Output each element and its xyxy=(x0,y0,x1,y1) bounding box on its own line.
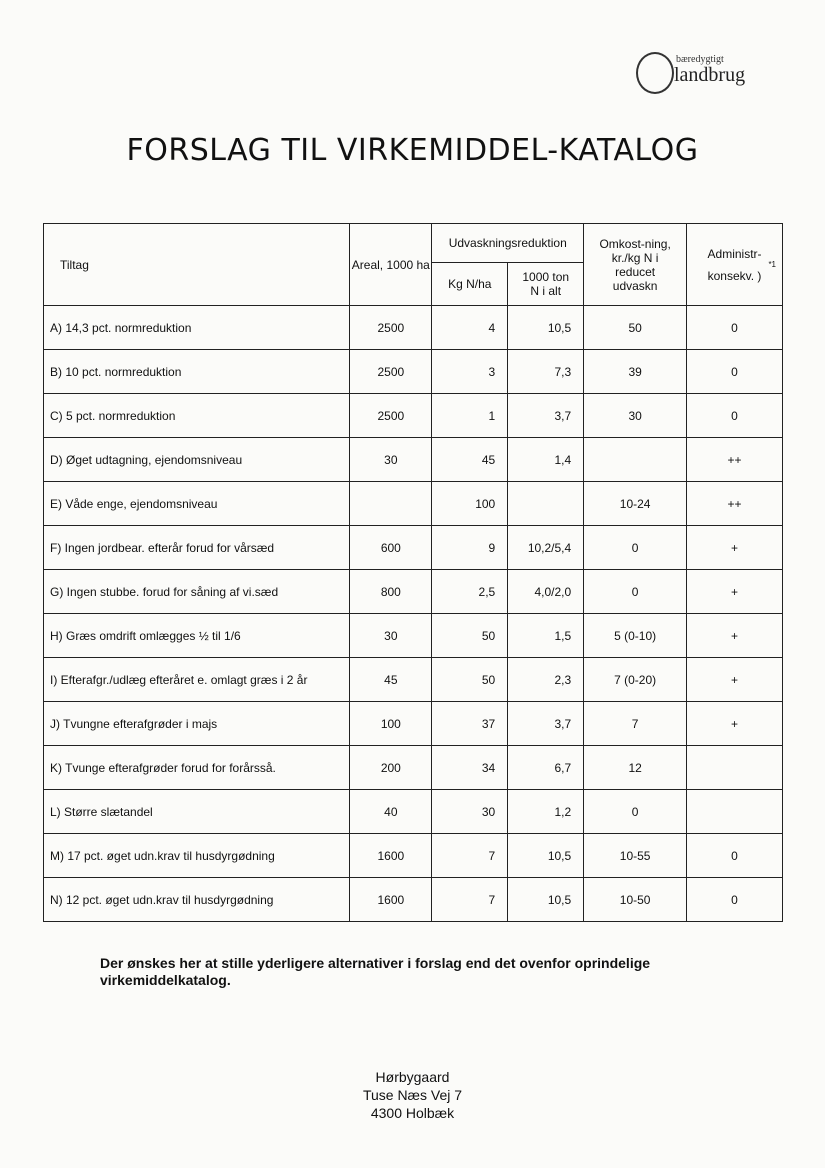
cell-ton: 3,7 xyxy=(508,394,584,438)
header-areal: Areal, 1000 ha xyxy=(350,224,432,306)
cell-areal: 200 xyxy=(350,746,432,790)
cell-administration: ++ xyxy=(687,482,783,526)
cell-areal: 600 xyxy=(350,526,432,570)
cell-administration: + xyxy=(687,570,783,614)
cell-ton: 4,0/2,0 xyxy=(508,570,584,614)
cell-kg: 2,5 xyxy=(432,570,508,614)
header-tiltag: Tiltag xyxy=(44,224,350,306)
cell-omkostning: 10-24 xyxy=(584,482,687,526)
cell-tiltag: M) 17 pct. øget udn.krav til husdyrgødning xyxy=(44,834,350,878)
cell-tiltag: N) 12 pct. øget udn.krav til husdyrgødning xyxy=(44,878,350,922)
table-row xyxy=(44,834,783,878)
cell-administration: 0 xyxy=(687,878,783,922)
table-row xyxy=(44,702,783,746)
page-title: FORSLAG TIL VIRKEMIDDEL-KATALOG xyxy=(126,133,699,168)
cell-administration xyxy=(687,790,783,834)
logo-ring-icon xyxy=(636,52,674,94)
header-udvask: Udvaskningsreduktion xyxy=(432,224,584,263)
cell-kg: 4 xyxy=(432,306,508,350)
cell-areal: 2500 xyxy=(350,350,432,394)
cell-areal: 1600 xyxy=(350,878,432,922)
cell-administration: + xyxy=(687,702,783,746)
cell-kg: 45 xyxy=(432,438,508,482)
cell-tiltag: K) Tvunge efterafgrøder forud for forårsså. xyxy=(44,746,350,790)
table-row xyxy=(44,746,783,790)
cell-areal: 800 xyxy=(350,570,432,614)
note-text: Der ønskes her at stille yderligere alternativer i forslag end det ovenfor oprindelige virkemiddelkatalog. xyxy=(100,955,651,988)
header-kg: Kg N/ha xyxy=(432,263,508,306)
cell-administration: + xyxy=(687,614,783,658)
cell-administration: 0 xyxy=(687,834,783,878)
cell-kg: 9 xyxy=(432,526,508,570)
cell-areal: 1600 xyxy=(350,834,432,878)
cell-administration: 0 xyxy=(687,350,783,394)
cell-ton: 7,3 xyxy=(508,350,584,394)
cell-administration: 0 xyxy=(687,394,783,438)
cell-tiltag: F) Ingen jordbear. efterår forud for vårsæd xyxy=(44,526,350,570)
cell-kg: 50 xyxy=(432,658,508,702)
cell-kg: 7 xyxy=(432,834,508,878)
cell-ton: 1,5 xyxy=(508,614,584,658)
table-row xyxy=(44,790,783,834)
cell-omkostning: 0 xyxy=(584,526,687,570)
cell-tiltag: B) 10 pct. normreduktion xyxy=(44,350,350,394)
cell-areal: 2500 xyxy=(350,394,432,438)
cell-kg: 3 xyxy=(432,350,508,394)
cell-tiltag: L) Større slætandel xyxy=(44,790,350,834)
cell-tiltag: E) Våde enge, ejendomsniveau xyxy=(44,482,350,526)
cell-kg: 50 xyxy=(432,614,508,658)
table-row xyxy=(44,482,783,526)
table-row xyxy=(44,570,783,614)
table-row xyxy=(44,306,783,350)
cell-omkostning: 39 xyxy=(584,350,687,394)
cell-omkostning: 7 xyxy=(584,702,687,746)
table-row xyxy=(44,878,783,922)
address-line: 4300 Holbæk xyxy=(370,1105,455,1121)
cell-ton: 10,5 xyxy=(508,878,584,922)
cell-ton: 2,3 xyxy=(508,658,584,702)
cell-tiltag: G) Ingen stubbe. forud for såning af vi.sæd xyxy=(44,570,350,614)
cell-omkostning xyxy=(584,438,687,482)
cell-administration: 0 xyxy=(687,306,783,350)
cell-kg: 7 xyxy=(432,878,508,922)
cell-ton: 10,5 xyxy=(508,834,584,878)
cell-ton: 10,2/5,4 xyxy=(508,526,584,570)
table-row xyxy=(44,394,783,438)
table-row xyxy=(44,350,783,394)
cell-ton: 10,5 xyxy=(508,306,584,350)
cell-omkostning: 0 xyxy=(584,790,687,834)
cell-administration: ++ xyxy=(687,438,783,482)
cell-kg: 37 xyxy=(432,702,508,746)
cell-kg: 30 xyxy=(432,790,508,834)
cell-tiltag: D) Øget udtagning, ejendomsniveau xyxy=(44,438,350,482)
header-omkostning: Omkost-ning, kr./kg N i reducet udvaskn xyxy=(584,224,687,306)
cell-administration: + xyxy=(687,658,783,702)
cell-areal xyxy=(350,482,432,526)
cell-ton: 6,7 xyxy=(508,746,584,790)
cell-tiltag: J) Tvungne efterafgrøder i majs xyxy=(44,702,350,746)
cell-areal: 30 xyxy=(350,614,432,658)
cell-areal: 45 xyxy=(350,658,432,702)
header-ton: 1000 ton N i alt xyxy=(508,263,584,306)
cell-omkostning: 50 xyxy=(584,306,687,350)
table-row xyxy=(44,658,783,702)
cell-kg: 34 xyxy=(432,746,508,790)
cell-areal: 2500 xyxy=(350,306,432,350)
table-header-row xyxy=(44,224,783,263)
address-line: Hørbygaard xyxy=(375,1069,450,1085)
cell-administration xyxy=(687,746,783,790)
cell-areal: 100 xyxy=(350,702,432,746)
table-row xyxy=(44,438,783,482)
cell-kg: 100 xyxy=(432,482,508,526)
cell-ton xyxy=(508,482,584,526)
cell-omkostning: 10-55 xyxy=(584,834,687,878)
table-row xyxy=(44,614,783,658)
logo-big-text: landbrug xyxy=(674,64,746,86)
cell-tiltag: A) 14,3 pct. normreduktion xyxy=(44,306,350,350)
address-line: Tuse Næs Vej 7 xyxy=(362,1087,463,1103)
cell-omkostning: 7 (0-20) xyxy=(584,658,687,702)
logo xyxy=(636,50,766,92)
logo-small-text: bæredygtigt xyxy=(676,54,724,65)
cell-tiltag: H) Græs omdrift omlægges ½ til 1/6 xyxy=(44,614,350,658)
cell-tiltag: C) 5 pct. normreduktion xyxy=(44,394,350,438)
cell-ton: 1,4 xyxy=(508,438,584,482)
cell-areal: 40 xyxy=(350,790,432,834)
cell-omkostning: 10-50 xyxy=(584,878,687,922)
cell-ton: 3,7 xyxy=(508,702,584,746)
cell-kg: 1 xyxy=(432,394,508,438)
cell-areal: 30 xyxy=(350,438,432,482)
cell-ton: 1,2 xyxy=(508,790,584,834)
cell-omkostning: 5 (0-10) xyxy=(584,614,687,658)
address xyxy=(0,1068,825,1122)
cell-omkostning: 30 xyxy=(584,394,687,438)
cell-omkostning: 12 xyxy=(584,746,687,790)
table-row xyxy=(44,526,783,570)
cell-omkostning: 0 xyxy=(584,570,687,614)
cell-administration: + xyxy=(687,526,783,570)
cell-tiltag: I) Efterafgr./udlæg efteråret e. omlagt græs i 2 år xyxy=(44,658,350,702)
catalog-table xyxy=(43,223,783,922)
header-administration: Administr- $^{*1}$ konsekv. ) xyxy=(687,224,783,306)
